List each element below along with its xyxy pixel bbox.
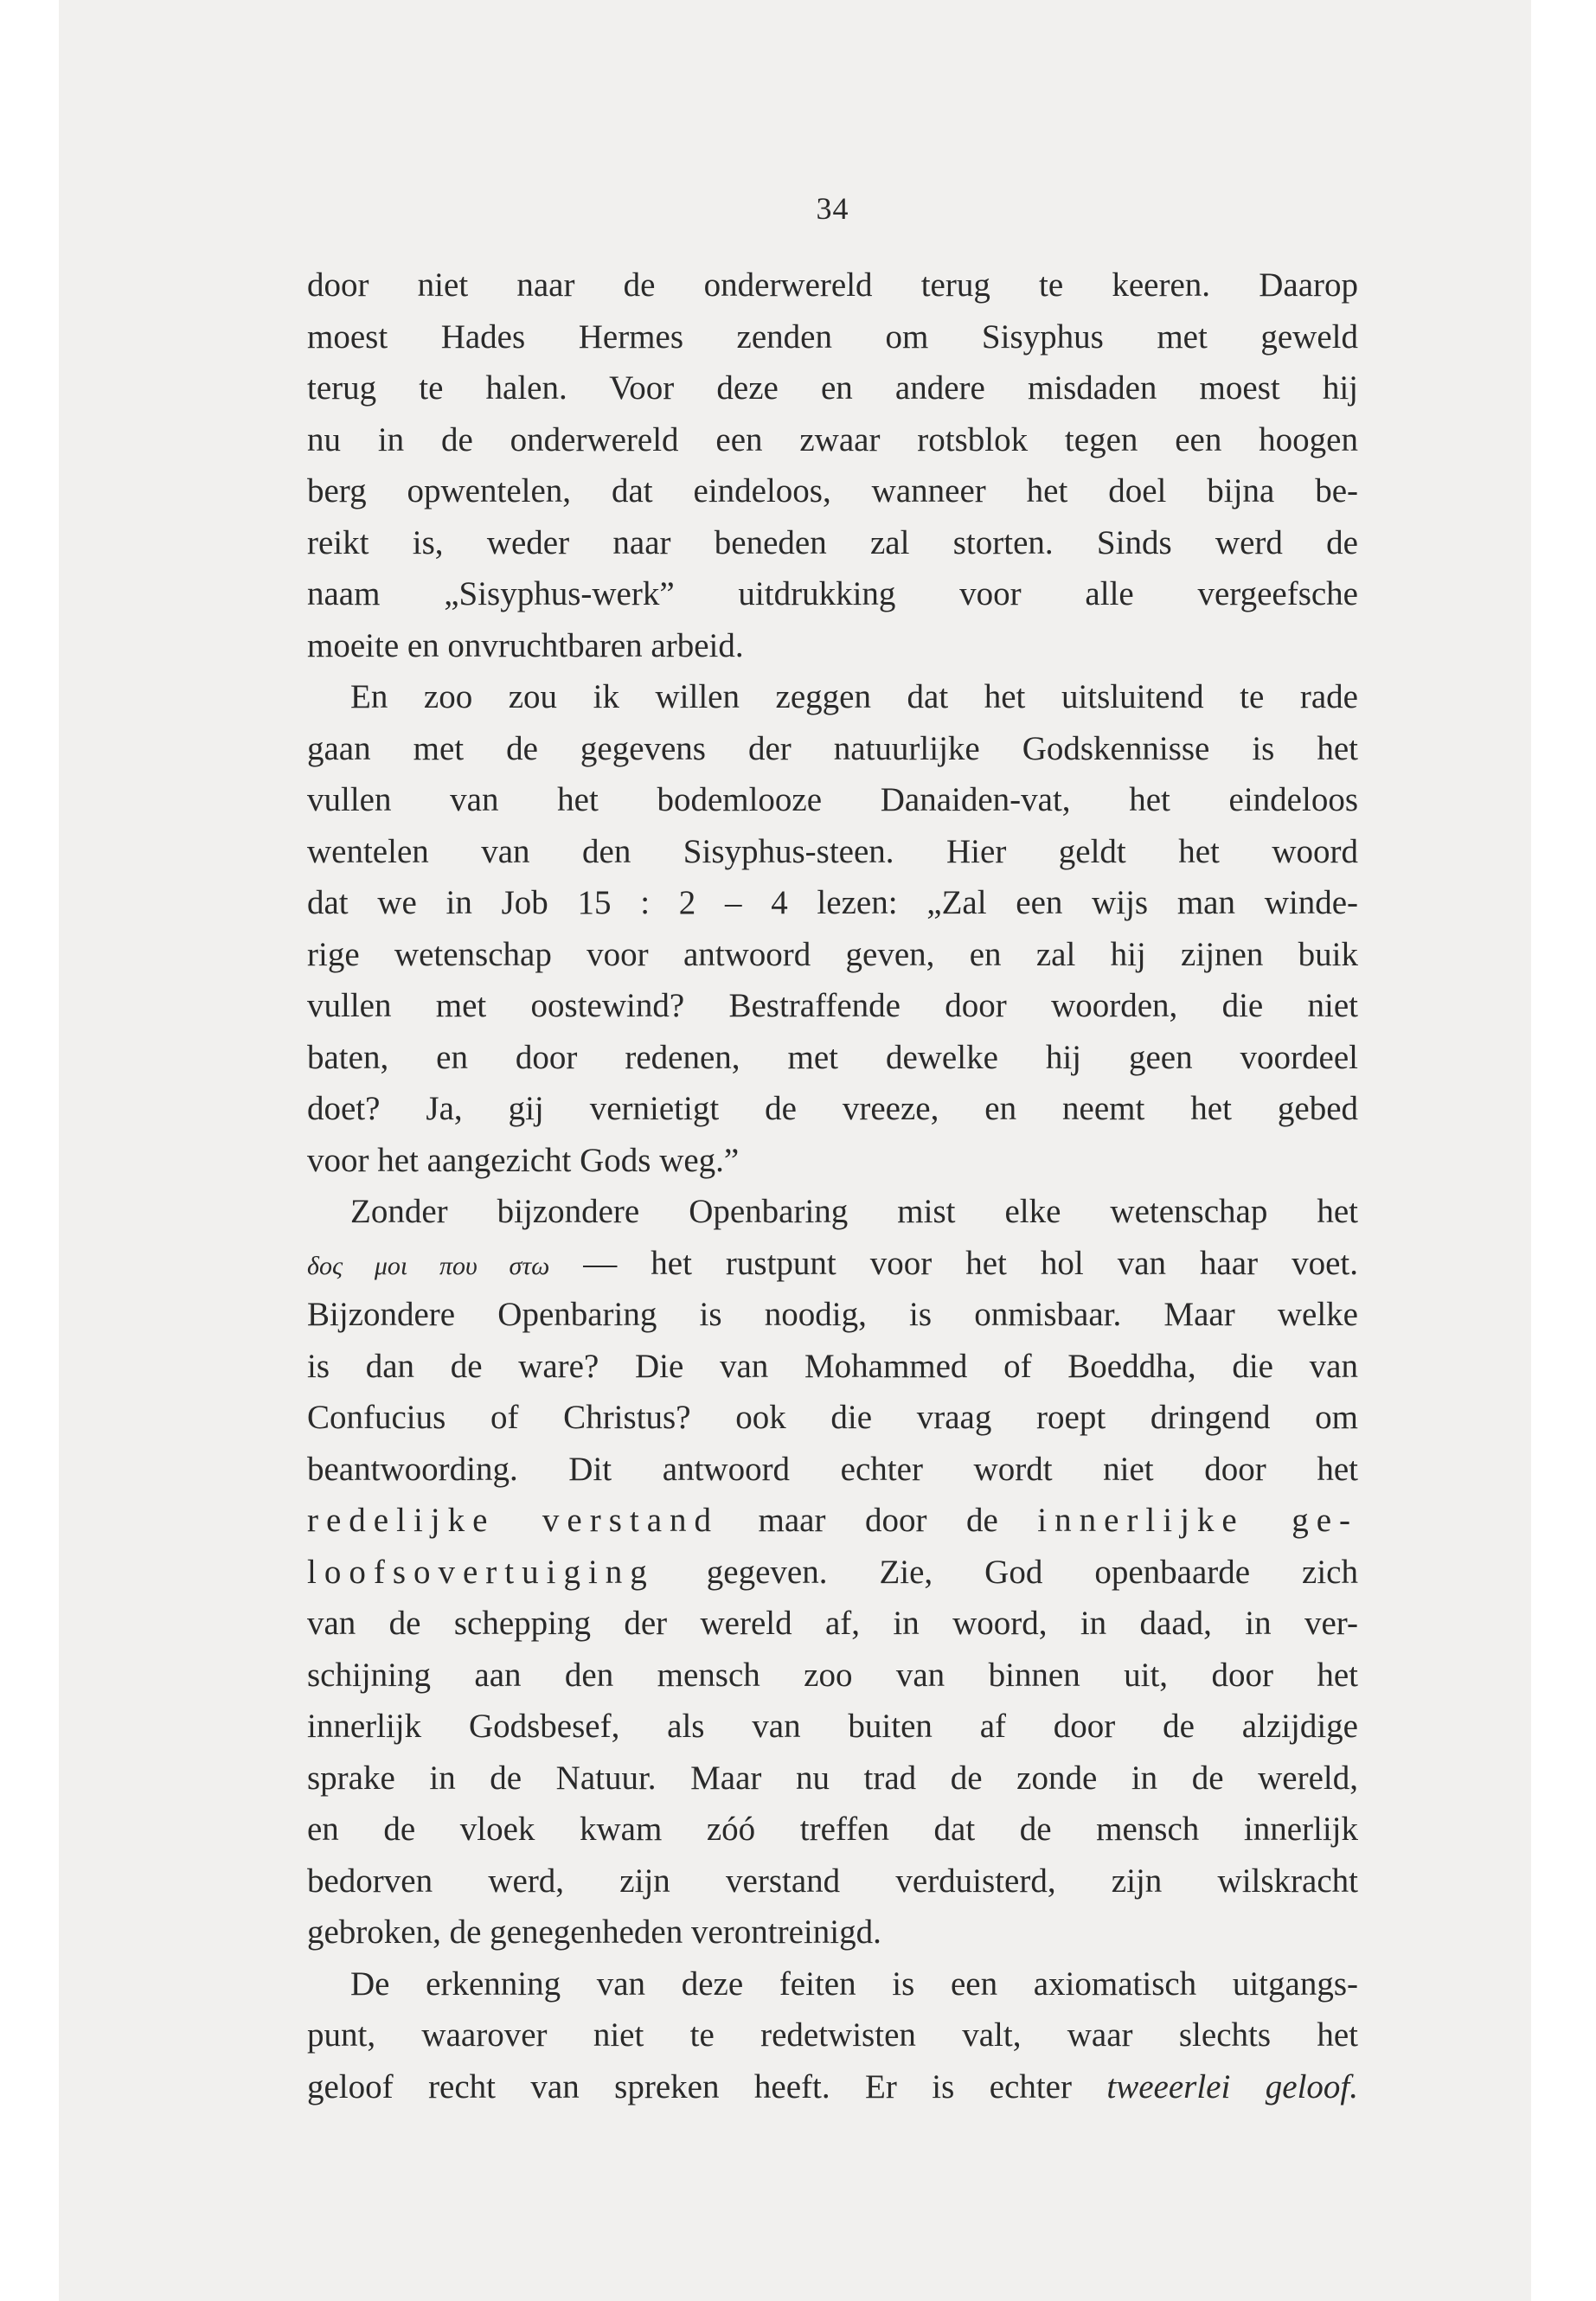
- text-line: [307, 1701, 1358, 1753]
- text-segment: bedorven werd, zijn verstand verduisterd, zijn wilskracht: [307, 1862, 1358, 1900]
- text-line: [307, 620, 1358, 672]
- text-line: [307, 1341, 1358, 1393]
- text-segment: Confucius of Christus? ook die vraag roept dringend om: [307, 1399, 1358, 1436]
- text-line: [307, 1135, 1358, 1187]
- text-line: [307, 1238, 1358, 1290]
- text-line: [307, 671, 1358, 723]
- page-number: 34: [816, 191, 849, 226]
- text-segment: berg opwentelen, dat eindeloos, wanneer het doel bijna be-: [307, 472, 1358, 510]
- text-line: [307, 2009, 1358, 2061]
- text-line: [307, 1958, 1358, 2010]
- text-line: [307, 774, 1358, 826]
- text-line: [307, 517, 1358, 569]
- text-line: [307, 568, 1358, 620]
- text-line: [307, 362, 1358, 414]
- text-segment: voor het aangezicht Gods weg.”: [307, 1141, 740, 1179]
- text-line: [307, 2061, 1358, 2113]
- text-segment: schijning aan den mensch zoo van binnen uit, door het: [307, 1656, 1358, 1694]
- text-line: [307, 1032, 1358, 1084]
- text-line: [307, 723, 1358, 775]
- text-segment: gebroken, de genegenheden verontreinigd.: [307, 1913, 881, 1951]
- text-segment: reikt is, weder naar beneden zal storten. Sinds werd de: [307, 523, 1358, 561]
- text-segment: nu in de onderwereld een zwaar rotsblok tegen een hoogen: [307, 420, 1358, 458]
- text-line: [307, 1804, 1358, 1856]
- text-line: [307, 1392, 1358, 1444]
- text-segment: is dan de ware? Die van Mohammed of Boeddha, die van: [307, 1347, 1358, 1385]
- text-line: [307, 980, 1358, 1032]
- text-segment: Bijzondere Openbaring is noodig, is onmisbaar. Maar welke: [307, 1296, 1358, 1333]
- text-line: [307, 929, 1358, 981]
- spaced-emphasis: innerlijke ge-: [1037, 1502, 1358, 1539]
- text-segment: baten, en door redenen, met dewelke hij geen voordeel: [307, 1038, 1358, 1076]
- spaced-emphasis: redelijke verstand: [307, 1502, 720, 1539]
- text-segment: vullen van het bodemlooze Danaiden-vat, het eindeloos: [307, 781, 1358, 818]
- text-segment: En zoo zou ik willen zeggen dat het uitsluitend te rade: [350, 678, 1358, 715]
- text-line: [307, 1598, 1358, 1650]
- text-line: [307, 1186, 1358, 1238]
- spaced-emphasis: loofsovertuiging: [307, 1553, 655, 1591]
- text-line: [307, 826, 1358, 878]
- text-segment: geloof recht van spreken heeft. Er is echter: [307, 2067, 1107, 2106]
- text-segment: beantwoording. Dit antwoord echter wordt niet door het: [307, 1450, 1358, 1488]
- text-line: [307, 260, 1358, 311]
- text-line: [307, 414, 1358, 466]
- text-line: [307, 1289, 1358, 1341]
- text-segment: innerlijk Godsbesef, als van buiten af door de alzijdige: [307, 1708, 1358, 1745]
- text-segment: De erkenning van deze feiten is een axiomatisch uitgangs-: [350, 1965, 1358, 2003]
- greek-phrase: δος μοι που στω: [307, 1251, 550, 1280]
- body-text: [307, 260, 1358, 2112]
- text-segment: maar door de: [719, 1502, 1038, 1539]
- text-segment: van de schepping der wereld af, in woord, in daad, in ver-: [307, 1605, 1358, 1642]
- text-segment: punt, waarover niet te redetwisten valt, waar slechts het: [307, 2016, 1358, 2054]
- text-line: [307, 1907, 1358, 1958]
- text-segment: vullen met oostewind? Bestraffende door woorden, die niet: [307, 987, 1358, 1024]
- text-segment: en de vloek kwam zóó treffen dat de mensch innerlijk: [307, 1811, 1358, 1848]
- text-segment: — het rustpunt voor het hol van haar voet.: [549, 1244, 1358, 1282]
- text-line: [307, 1083, 1358, 1135]
- text-segment: sprake in de Natuur. Maar nu trad de zonde in de wereld,: [307, 1759, 1358, 1797]
- text-line: [307, 311, 1358, 363]
- text-segment: moeite en onvruchtbaren arbeid.: [307, 626, 744, 664]
- text-segment: moest Hades Hermes zenden om Sisyphus met geweld: [307, 317, 1358, 356]
- text-segment: terug te halen. Voor deze en andere misdaden moest hij: [307, 369, 1358, 407]
- text-line: [307, 1753, 1358, 1804]
- italic-emphasis: tweeerlei geloof.: [1106, 2067, 1358, 2106]
- text-line: [307, 1650, 1358, 1702]
- text-segment: wentelen van den Sisyphus-steen. Hier geldt het woord: [307, 832, 1358, 870]
- text-line: [307, 877, 1358, 929]
- text-segment: gegeven. Zie, God openbaarde zich: [654, 1553, 1358, 1591]
- text-segment: rige wetenschap voor antwoord geven, en zal hij zijnen buik: [307, 935, 1358, 973]
- text-segment: dat we in Job 15 : 2 – 4 lezen: „Zal een wijs man winde-: [307, 884, 1358, 921]
- text-segment: door niet naar de onderwereld terug te keeren. Daarop: [307, 266, 1358, 304]
- text-segment: gaan met de gegevens der natuurlijke Godskennisse is het: [307, 729, 1358, 767]
- text-line: [307, 1547, 1358, 1599]
- text-line: [307, 1444, 1358, 1496]
- text-segment: Zonder bijzondere Openbaring mist elke wetenschap het: [350, 1193, 1358, 1230]
- text-line: [307, 1495, 1358, 1547]
- text-line: [307, 465, 1358, 517]
- text-line: [307, 1856, 1358, 1907]
- text-segment: naam „Sisyphus-werk” uitdrukking voor alle vergeefsche: [307, 575, 1358, 612]
- text-segment: doet? Ja, gij vernietigt de vreeze, en neemt het gebed: [307, 1090, 1358, 1127]
